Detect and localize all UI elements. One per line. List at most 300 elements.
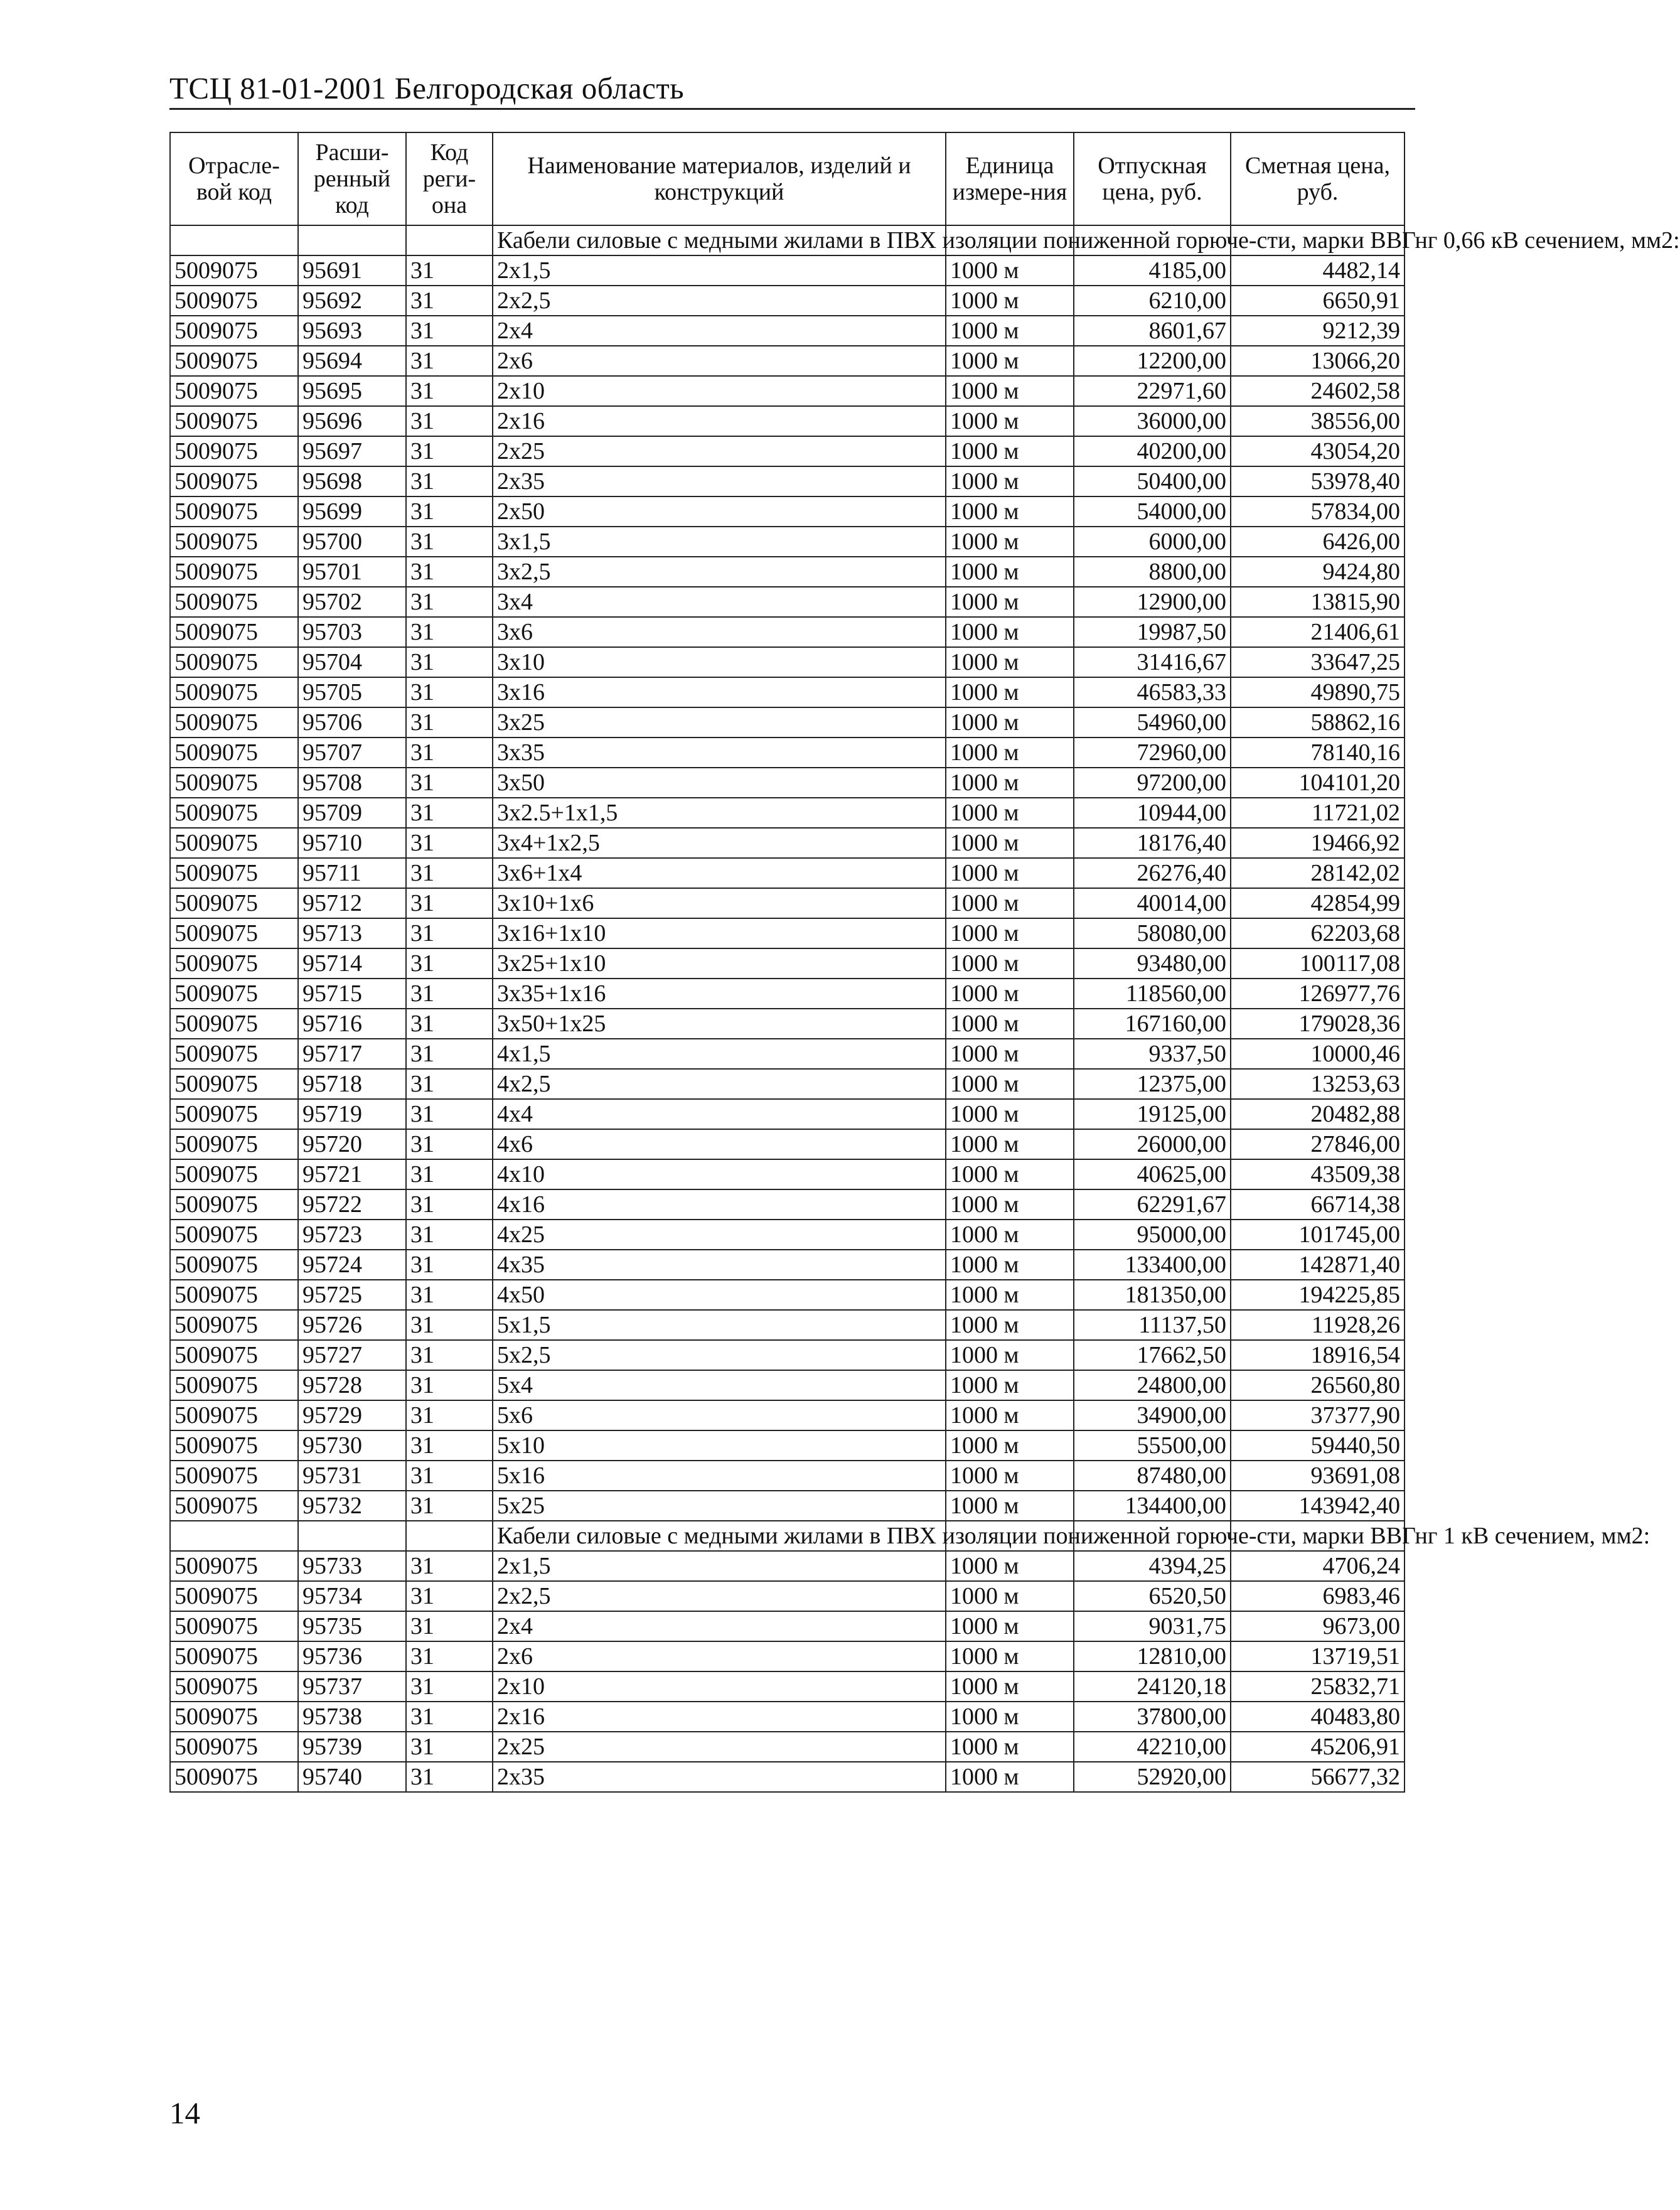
table-row — [170, 617, 1404, 647]
sector-code-cell: 5009075 — [170, 1732, 298, 1762]
unit-cell: 1000 м — [946, 979, 1074, 1009]
empty-cell — [298, 225, 406, 255]
region-code-cell: 31 — [406, 496, 493, 527]
name-cell: 4x2,5 — [493, 1069, 946, 1099]
region-code-cell: 31 — [406, 1671, 493, 1702]
extended-code-cell: 95701 — [298, 557, 406, 587]
name-cell: 2x25 — [493, 436, 946, 466]
sector-code-cell: 5009075 — [170, 286, 298, 316]
sector-code-cell: 5009075 — [170, 798, 298, 828]
sector-code-cell: 5009075 — [170, 677, 298, 707]
estimate-price-cell: 13815,90 — [1231, 587, 1404, 617]
name-cell: 2x2,5 — [493, 286, 946, 316]
name-cell: 5x25 — [493, 1491, 946, 1521]
estimate-price-cell: 9212,39 — [1231, 316, 1404, 346]
table-row — [170, 1671, 1404, 1702]
table-row — [170, 918, 1404, 948]
header-row — [170, 132, 1404, 225]
table-row — [170, 527, 1404, 557]
region-code-cell: 31 — [406, 376, 493, 406]
unit-cell: 1000 м — [946, 888, 1074, 918]
table-row — [170, 948, 1404, 979]
name-cell: 4x10 — [493, 1159, 946, 1189]
sector-code-cell: 5009075 — [170, 738, 298, 768]
sector-code-cell: 5009075 — [170, 1250, 298, 1280]
column-header-release-price: Отпускная цена, руб. — [1074, 132, 1231, 225]
estimate-price-cell: 28142,02 — [1231, 858, 1404, 888]
table-row — [170, 1762, 1404, 1792]
release-price-cell: 181350,00 — [1074, 1280, 1231, 1310]
sector-code-cell: 5009075 — [170, 1340, 298, 1370]
estimate-price-cell: 13253,63 — [1231, 1069, 1404, 1099]
unit-cell: 1000 м — [946, 1581, 1074, 1611]
unit-cell: 1000 м — [946, 1671, 1074, 1702]
estimate-price-cell: 24602,58 — [1231, 376, 1404, 406]
release-price-cell: 6000,00 — [1074, 527, 1231, 557]
name-cell: 3x35+1x16 — [493, 979, 946, 1009]
region-code-cell: 31 — [406, 1250, 493, 1280]
unit-cell: 1000 м — [946, 707, 1074, 738]
name-cell: 3x4+1x2,5 — [493, 828, 946, 858]
unit-cell: 1000 м — [946, 1461, 1074, 1491]
name-cell: 5x10 — [493, 1430, 946, 1461]
extended-code-cell: 95718 — [298, 1069, 406, 1099]
unit-cell: 1000 м — [946, 1400, 1074, 1430]
release-price-cell: 12810,00 — [1074, 1641, 1231, 1671]
region-code-cell: 31 — [406, 255, 493, 286]
extended-code-cell: 95721 — [298, 1159, 406, 1189]
release-price-cell: 36000,00 — [1074, 406, 1231, 436]
region-code-cell: 31 — [406, 1461, 493, 1491]
unit-cell: 1000 м — [946, 798, 1074, 828]
sector-code-cell: 5009075 — [170, 466, 298, 496]
region-code-cell: 31 — [406, 406, 493, 436]
sector-code-cell: 5009075 — [170, 617, 298, 647]
name-cell: 2x6 — [493, 346, 946, 376]
unit-cell: 1000 м — [946, 1340, 1074, 1370]
region-code-cell: 31 — [406, 1732, 493, 1762]
region-code-cell: 31 — [406, 1430, 493, 1461]
sector-code-cell: 5009075 — [170, 858, 298, 888]
sector-code-cell: 5009075 — [170, 1370, 298, 1400]
name-cell: 2x35 — [493, 466, 946, 496]
sector-code-cell: 5009075 — [170, 557, 298, 587]
extended-code-cell: 95698 — [298, 466, 406, 496]
extended-code-cell: 95712 — [298, 888, 406, 918]
estimate-price-cell: 37377,90 — [1231, 1400, 1404, 1430]
table-row — [170, 286, 1404, 316]
estimate-price-cell: 43054,20 — [1231, 436, 1404, 466]
table-row — [170, 557, 1404, 587]
sector-code-cell: 5009075 — [170, 1581, 298, 1611]
unit-cell: 1000 м — [946, 436, 1074, 466]
release-price-cell: 93480,00 — [1074, 948, 1231, 979]
region-code-cell: 31 — [406, 707, 493, 738]
unit-cell: 1000 м — [946, 286, 1074, 316]
estimate-price-cell: 78140,16 — [1231, 738, 1404, 768]
region-code-cell: 31 — [406, 436, 493, 466]
extended-code-cell: 95737 — [298, 1671, 406, 1702]
table-row — [170, 255, 1404, 286]
region-code-cell: 31 — [406, 1159, 493, 1189]
table-row — [170, 1430, 1404, 1461]
name-cell: 2x16 — [493, 406, 946, 436]
name-cell: 3x25 — [493, 707, 946, 738]
sector-code-cell: 5009075 — [170, 1009, 298, 1039]
region-code-cell: 31 — [406, 738, 493, 768]
release-price-cell: 17662,50 — [1074, 1340, 1231, 1370]
table-row — [170, 1220, 1404, 1250]
table-row — [170, 1310, 1404, 1340]
region-code-cell: 31 — [406, 1551, 493, 1581]
estimate-price-cell: 43509,38 — [1231, 1159, 1404, 1189]
region-code-cell: 31 — [406, 828, 493, 858]
extended-code-cell: 95700 — [298, 527, 406, 557]
extended-code-cell: 95717 — [298, 1039, 406, 1069]
sector-code-cell: 5009075 — [170, 1461, 298, 1491]
sector-code-cell: 5009075 — [170, 346, 298, 376]
name-cell: 5x6 — [493, 1400, 946, 1430]
name-cell: 3x6 — [493, 617, 946, 647]
name-cell: 2x1,5 — [493, 1551, 946, 1581]
region-code-cell: 31 — [406, 1099, 493, 1129]
region-code-cell: 31 — [406, 286, 493, 316]
sector-code-cell: 5009075 — [170, 1400, 298, 1430]
estimate-price-cell: 6983,46 — [1231, 1581, 1404, 1611]
name-cell: 2x4 — [493, 1611, 946, 1641]
table-row — [170, 1551, 1404, 1581]
release-price-cell: 42210,00 — [1074, 1732, 1231, 1762]
extended-code-cell: 95694 — [298, 346, 406, 376]
estimate-price-cell: 59440,50 — [1231, 1430, 1404, 1461]
estimate-price-cell: 57834,00 — [1231, 496, 1404, 527]
name-cell: 2x25 — [493, 1732, 946, 1762]
extended-code-cell: 95724 — [298, 1250, 406, 1280]
estimate-price-cell: 42854,99 — [1231, 888, 1404, 918]
region-code-cell: 31 — [406, 1581, 493, 1611]
name-cell: 2x50 — [493, 496, 946, 527]
extended-code-cell: 95691 — [298, 255, 406, 286]
unit-cell: 1000 м — [946, 617, 1074, 647]
release-price-cell: 24120,18 — [1074, 1671, 1231, 1702]
section-title-row — [170, 1521, 1404, 1551]
table-row — [170, 1370, 1404, 1400]
empty-cell — [170, 1521, 298, 1551]
sector-code-cell: 5009075 — [170, 1551, 298, 1581]
name-cell: 5x16 — [493, 1461, 946, 1491]
unit-cell: 1000 м — [946, 527, 1074, 557]
sector-code-cell: 5009075 — [170, 1189, 298, 1220]
extended-code-cell: 95702 — [298, 587, 406, 617]
table-row — [170, 677, 1404, 707]
estimate-price-cell: 38556,00 — [1231, 406, 1404, 436]
unit-cell: 1000 м — [946, 376, 1074, 406]
sector-code-cell: 5009075 — [170, 948, 298, 979]
column-header-region-code: Код реги-она — [406, 132, 493, 225]
table-body — [170, 225, 1680, 1792]
sector-code-cell: 5009075 — [170, 587, 298, 617]
release-price-cell: 118560,00 — [1074, 979, 1231, 1009]
estimate-price-cell: 45206,91 — [1231, 1732, 1404, 1762]
unit-cell: 1000 м — [946, 1310, 1074, 1340]
release-price-cell: 6210,00 — [1074, 286, 1231, 316]
region-code-cell: 31 — [406, 858, 493, 888]
table-row — [170, 1340, 1404, 1370]
unit-cell: 1000 м — [946, 1129, 1074, 1159]
column-header-unit: Единица измере-ния — [946, 132, 1074, 225]
table-row — [170, 979, 1404, 1009]
name-cell: 2x1,5 — [493, 255, 946, 286]
sector-code-cell: 5009075 — [170, 1762, 298, 1792]
region-code-cell: 31 — [406, 1491, 493, 1521]
sector-code-cell: 5009075 — [170, 1220, 298, 1250]
region-code-cell: 31 — [406, 587, 493, 617]
sector-code-cell: 5009075 — [170, 1641, 298, 1671]
sector-code-cell: 5009075 — [170, 376, 298, 406]
sector-code-cell: 5009075 — [170, 1702, 298, 1732]
table-row — [170, 1400, 1404, 1430]
unit-cell: 1000 м — [946, 1069, 1074, 1099]
table-row — [170, 1702, 1404, 1732]
extended-code-cell: 95692 — [298, 286, 406, 316]
sector-code-cell: 5009075 — [170, 255, 298, 286]
release-price-cell: 134400,00 — [1074, 1491, 1231, 1521]
release-price-cell: 133400,00 — [1074, 1250, 1231, 1280]
table-row — [170, 1099, 1404, 1129]
estimate-price-cell: 20482,88 — [1231, 1099, 1404, 1129]
release-price-cell: 31416,67 — [1074, 647, 1231, 677]
estimate-price-cell: 194225,85 — [1231, 1280, 1404, 1310]
region-code-cell: 31 — [406, 1310, 493, 1340]
empty-cell — [406, 225, 493, 255]
release-price-cell: 40625,00 — [1074, 1159, 1231, 1189]
name-cell: 3x4 — [493, 587, 946, 617]
release-price-cell: 26000,00 — [1074, 1129, 1231, 1159]
estimate-price-cell: 11928,26 — [1231, 1310, 1404, 1340]
unit-cell: 1000 м — [946, 316, 1074, 346]
name-cell: 3x50 — [493, 768, 946, 798]
estimate-price-cell: 66714,38 — [1231, 1189, 1404, 1220]
region-code-cell: 31 — [406, 1039, 493, 1069]
release-price-cell: 4394,25 — [1074, 1551, 1231, 1581]
empty-cell — [406, 1521, 493, 1551]
extended-code-cell: 95735 — [298, 1611, 406, 1641]
table-row — [170, 587, 1404, 617]
extended-code-cell: 95731 — [298, 1461, 406, 1491]
estimate-price-cell: 100117,08 — [1231, 948, 1404, 979]
table-row — [170, 346, 1404, 376]
table-row — [170, 1159, 1404, 1189]
price-table — [169, 132, 1680, 1793]
extended-code-cell: 95732 — [298, 1491, 406, 1521]
header-rule — [169, 108, 1415, 110]
extended-code-cell: 95695 — [298, 376, 406, 406]
unit-cell: 1000 м — [946, 587, 1074, 617]
sector-code-cell: 5009075 — [170, 1099, 298, 1129]
unit-cell: 1000 м — [946, 768, 1074, 798]
name-cell: 2x16 — [493, 1702, 946, 1732]
name-cell: 2x2,5 — [493, 1581, 946, 1611]
name-cell: 4x16 — [493, 1189, 946, 1220]
section-title-row — [170, 225, 1404, 255]
sector-code-cell: 5009075 — [170, 1310, 298, 1340]
unit-cell: 1000 м — [946, 858, 1074, 888]
region-code-cell: 31 — [406, 918, 493, 948]
unit-cell: 1000 м — [946, 406, 1074, 436]
release-price-cell: 8800,00 — [1074, 557, 1231, 587]
region-code-cell: 31 — [406, 1129, 493, 1159]
release-price-cell: 9337,50 — [1074, 1039, 1231, 1069]
unit-cell: 1000 м — [946, 1370, 1074, 1400]
release-price-cell: 50400,00 — [1074, 466, 1231, 496]
unit-cell: 1000 м — [946, 677, 1074, 707]
unit-cell: 1000 м — [946, 1702, 1074, 1732]
unit-cell: 1000 м — [946, 1611, 1074, 1641]
table-row — [170, 1611, 1404, 1641]
estimate-price-cell: 56677,32 — [1231, 1762, 1404, 1792]
estimate-price-cell: 26560,80 — [1231, 1370, 1404, 1400]
sector-code-cell: 5009075 — [170, 1611, 298, 1641]
table-row — [170, 406, 1404, 436]
region-code-cell: 31 — [406, 316, 493, 346]
table-row — [170, 436, 1404, 466]
page-number: 14 — [169, 2096, 200, 2130]
release-price-cell: 95000,00 — [1074, 1220, 1231, 1250]
unit-cell: 1000 м — [946, 1099, 1074, 1129]
extended-code-cell: 95716 — [298, 1009, 406, 1039]
empty-cell — [298, 1521, 406, 1551]
extended-code-cell: 95696 — [298, 406, 406, 436]
region-code-cell: 31 — [406, 1069, 493, 1099]
region-code-cell: 31 — [406, 798, 493, 828]
sector-code-cell: 5009075 — [170, 1491, 298, 1521]
name-cell: 4x6 — [493, 1129, 946, 1159]
name-cell: 3x2.5+1x1,5 — [493, 798, 946, 828]
name-cell: 3x10 — [493, 647, 946, 677]
table-row — [170, 1039, 1404, 1069]
extended-code-cell: 95693 — [298, 316, 406, 346]
table-row — [170, 1732, 1404, 1762]
extended-code-cell: 95697 — [298, 436, 406, 466]
extended-code-cell: 95727 — [298, 1340, 406, 1370]
region-code-cell: 31 — [406, 1702, 493, 1732]
release-price-cell: 8601,67 — [1074, 316, 1231, 346]
release-price-cell: 10944,00 — [1074, 798, 1231, 828]
column-header-sector-code: Отрасле-вой код — [170, 132, 298, 225]
release-price-cell: 54960,00 — [1074, 707, 1231, 738]
name-cell: 3x6+1x4 — [493, 858, 946, 888]
extended-code-cell: 95725 — [298, 1280, 406, 1310]
region-code-cell: 31 — [406, 677, 493, 707]
estimate-price-cell: 62203,68 — [1231, 918, 1404, 948]
table-row — [170, 647, 1404, 677]
estimate-price-cell: 19466,92 — [1231, 828, 1404, 858]
release-price-cell: 9031,75 — [1074, 1611, 1231, 1641]
estimate-price-cell: 40483,80 — [1231, 1702, 1404, 1732]
extended-code-cell: 95699 — [298, 496, 406, 527]
release-price-cell: 6520,50 — [1074, 1581, 1231, 1611]
name-cell: 2x10 — [493, 1671, 946, 1702]
sector-code-cell: 5009075 — [170, 1159, 298, 1189]
extended-code-cell: 95707 — [298, 738, 406, 768]
unit-cell: 1000 м — [946, 1250, 1074, 1280]
unit-cell: 1000 м — [946, 1762, 1074, 1792]
release-price-cell: 19987,50 — [1074, 617, 1231, 647]
table-row — [170, 888, 1404, 918]
estimate-price-cell: 4482,14 — [1231, 255, 1404, 286]
name-cell: 3x1,5 — [493, 527, 946, 557]
estimate-price-cell: 33647,25 — [1231, 647, 1404, 677]
unit-cell: 1000 м — [946, 1009, 1074, 1039]
region-code-cell: 31 — [406, 948, 493, 979]
name-cell: 3x10+1x6 — [493, 888, 946, 918]
estimate-price-cell: 58862,16 — [1231, 707, 1404, 738]
section-title: Кабели силовые с медными жилами в ПВХ изоляции пониженной горюче-сти, марки ВВГнг 1 кВ сечением, мм2: — [493, 1521, 946, 1551]
name-cell: 2x10 — [493, 376, 946, 406]
release-price-cell: 4185,00 — [1074, 255, 1231, 286]
estimate-price-cell: 27846,00 — [1231, 1129, 1404, 1159]
release-price-cell: 26276,40 — [1074, 858, 1231, 888]
page-header: ТСЦ 81-01-2001 Белгородская область — [169, 71, 685, 105]
name-cell: 4x4 — [493, 1099, 946, 1129]
unit-cell: 1000 м — [946, 828, 1074, 858]
sector-code-cell: 5009075 — [170, 316, 298, 346]
unit-cell: 1000 м — [946, 1491, 1074, 1521]
table-row — [170, 768, 1404, 798]
table-row — [170, 1581, 1404, 1611]
release-price-cell: 52920,00 — [1074, 1762, 1231, 1792]
unit-cell: 1000 м — [946, 918, 1074, 948]
estimate-price-cell: 25832,71 — [1231, 1671, 1404, 1702]
extended-code-cell: 95729 — [298, 1400, 406, 1430]
table-row — [170, 1641, 1404, 1671]
name-cell: 3x25+1x10 — [493, 948, 946, 979]
estimate-price-cell: 6426,00 — [1231, 527, 1404, 557]
name-cell: 5x2,5 — [493, 1340, 946, 1370]
table-row — [170, 496, 1404, 527]
name-cell: 3x16+1x10 — [493, 918, 946, 948]
column-header-name: Наименование материалов, изделий и конструкций — [493, 132, 946, 225]
release-price-cell: 12200,00 — [1074, 346, 1231, 376]
extended-code-cell: 95728 — [298, 1370, 406, 1400]
region-code-cell: 31 — [406, 888, 493, 918]
region-code-cell: 31 — [406, 557, 493, 587]
table-row — [170, 738, 1404, 768]
sector-code-cell: 5009075 — [170, 1280, 298, 1310]
name-cell: 2x35 — [493, 1762, 946, 1792]
name-cell: 5x1,5 — [493, 1310, 946, 1340]
name-cell: 4x35 — [493, 1250, 946, 1280]
sector-code-cell: 5009075 — [170, 979, 298, 1009]
sector-code-cell: 5009075 — [170, 436, 298, 466]
region-code-cell: 31 — [406, 1400, 493, 1430]
extended-code-cell: 95736 — [298, 1641, 406, 1671]
name-cell: 2x6 — [493, 1641, 946, 1671]
unit-cell: 1000 м — [946, 1159, 1074, 1189]
name-cell: 3x16 — [493, 677, 946, 707]
release-price-cell: 12900,00 — [1074, 587, 1231, 617]
table-row — [170, 858, 1404, 888]
unit-cell: 1000 м — [946, 1280, 1074, 1310]
release-price-cell: 37800,00 — [1074, 1702, 1231, 1732]
extended-code-cell: 95738 — [298, 1702, 406, 1732]
release-price-cell: 34900,00 — [1074, 1400, 1231, 1430]
region-code-cell: 31 — [406, 527, 493, 557]
release-price-cell: 46583,33 — [1074, 677, 1231, 707]
name-cell: 4x1,5 — [493, 1039, 946, 1069]
table-row — [170, 828, 1404, 858]
sector-code-cell: 5009075 — [170, 1129, 298, 1159]
